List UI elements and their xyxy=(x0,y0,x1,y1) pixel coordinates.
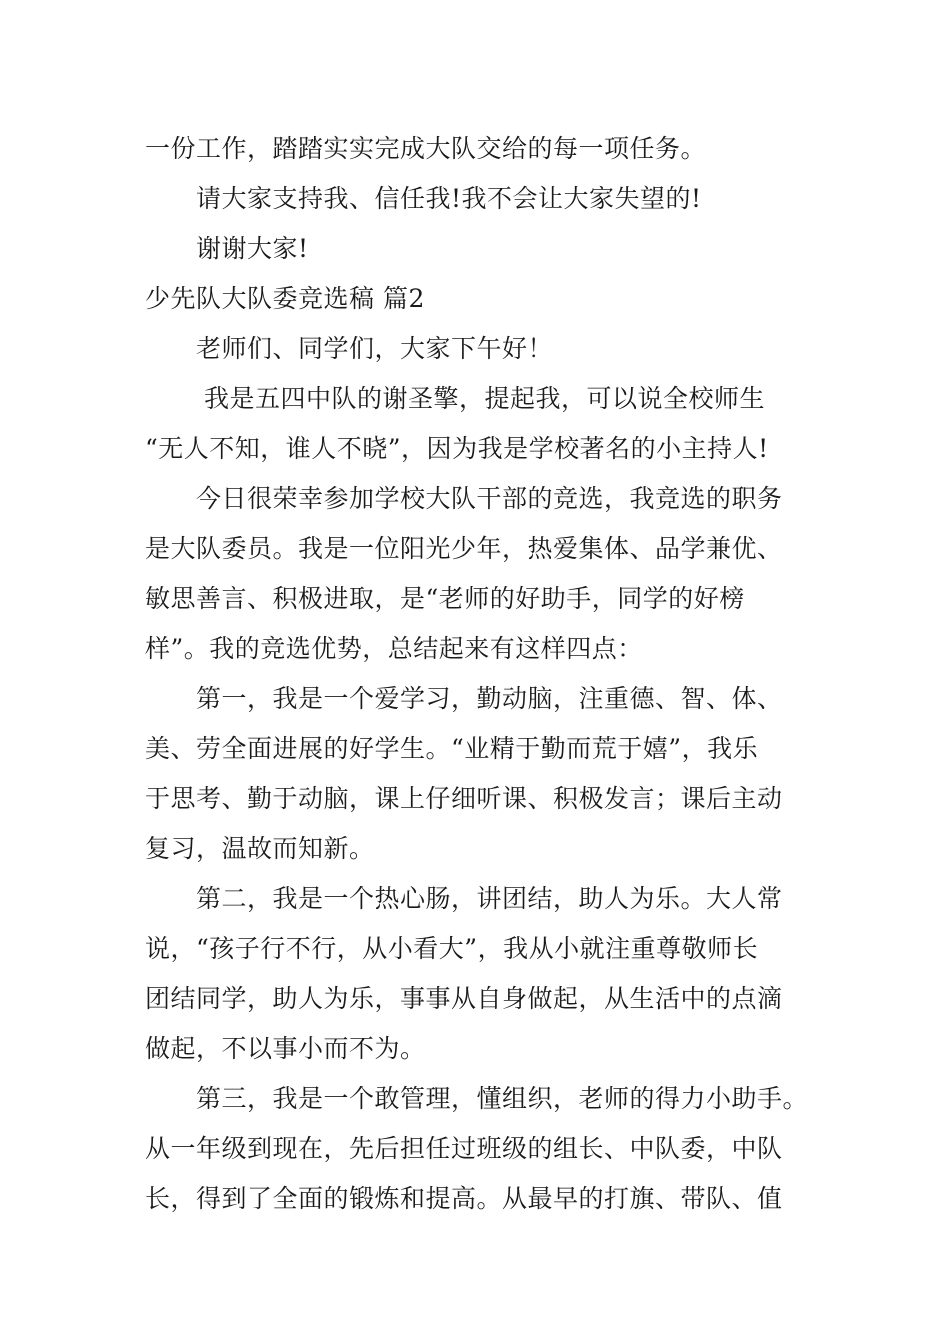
text-line: 谢谢大家! xyxy=(196,234,309,263)
text-line: 于思考、勤于动脑，课上仔细听课、积极发言；课后主动 xyxy=(145,784,783,813)
text-line: 长，得到了全面的锻炼和提高。从最早的打旗、带队、值 xyxy=(145,1184,783,1213)
text-line: 第一，我是一个爱学习，勤动脑，注重德、智、体、 xyxy=(196,684,783,713)
text-line: 第二，我是一个热心肠，讲团结，助人为乐。大人常 xyxy=(196,884,783,913)
text-line: 今日很荣幸参加学校大队干部的竞选，我竞选的职务 xyxy=(196,484,783,513)
text-line: 说，“孩子行不行，从小看大”，我从小就注重尊敬师长 xyxy=(145,934,759,963)
text-line: 美、劳全面进展的好学生。“业精于勤而荒于嬉”，我乐 xyxy=(145,734,759,763)
text-line: 做起，不以事小而不为。 xyxy=(145,1034,426,1063)
text-line: “无人不知，谁人不晓”，因为我是学校著名的小主持人! xyxy=(145,434,769,463)
text-line: 是大队委员。我是一位阳光少年，热爱集体、品学兼优、 xyxy=(145,534,783,563)
text-line: 一份工作，踏踏实实完成大队交给的每一项任务。 xyxy=(145,134,707,163)
text-line: 复习，温故而知新。 xyxy=(145,834,375,863)
text-line: 第三，我是一个敢管理，懂组织，老师的得力小助手。 xyxy=(196,1084,809,1113)
text-line: 敏思善言、积极进取，是“老师的好助手，同学的好榜 xyxy=(145,584,745,613)
text-line: 团结同学，助人为乐，事事从自身做起，从生活中的点滴 xyxy=(145,984,783,1013)
text-line: 从一年级到现在，先后担任过班级的组长、中队委，中队 xyxy=(145,1134,783,1163)
text-line: 样”。我的竞选优势，总结起来有这样四点： xyxy=(145,634,643,663)
section-heading: 少先队大队委竞选稿 篇2 xyxy=(145,284,425,313)
text-line: 请大家支持我、信任我!我不会让大家失望的! xyxy=(196,184,702,213)
text-line: 我是五四中队的谢圣擎，提起我，可以说全校师生 xyxy=(204,384,766,413)
text-line: 老师们、同学们，大家下午好！ xyxy=(196,334,554,363)
